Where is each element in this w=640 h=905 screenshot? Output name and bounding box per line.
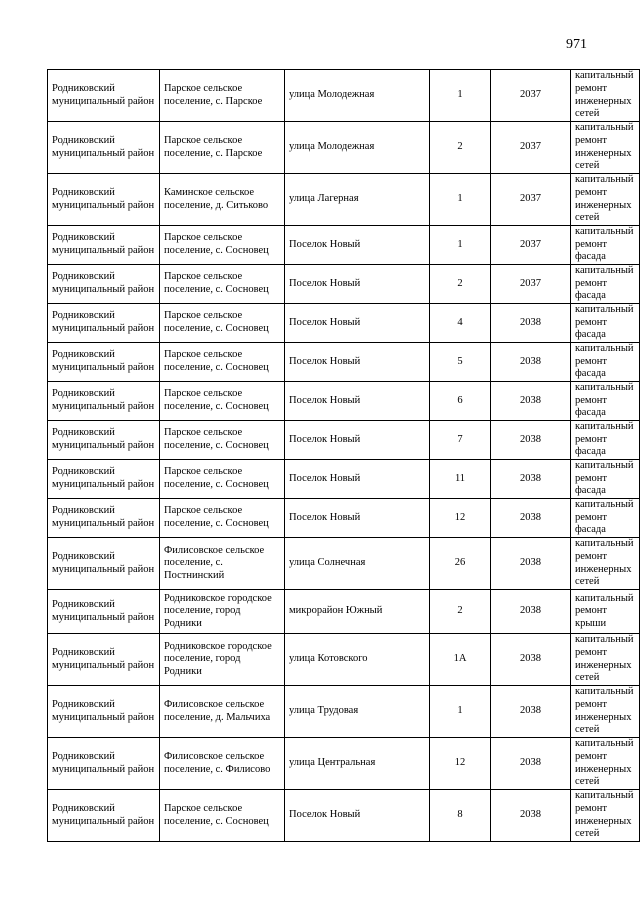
work-type-cell	[571, 343, 640, 382]
house-number-cell-text: 12	[454, 757, 466, 769]
year-cell-text: 2038	[520, 355, 541, 367]
work-type-cell	[571, 265, 640, 304]
district-cell	[48, 538, 160, 590]
district-cell-text: Родниковский муниципальный район	[52, 550, 155, 575]
street-cell	[285, 538, 430, 590]
work-type-cell-text: капитальный ремонт инженерных сетей	[575, 790, 634, 840]
year-cell-text: 2037	[520, 193, 541, 205]
table-row	[48, 499, 640, 538]
settlement-cell-text: Родниковское городское поселение, город Родники	[164, 640, 272, 677]
house-number-cell-text: 1А	[453, 653, 467, 665]
settlement-cell	[160, 304, 285, 343]
settlement-cell-text: Парское сельское поселение, с. Сосновец	[164, 232, 269, 256]
street-cell-text: Поселок Новый	[289, 355, 361, 367]
work-type-cell	[571, 738, 640, 790]
work-type-cell-text: капитальный ремонт инженерных сетей	[575, 70, 634, 120]
settlement-cell	[160, 634, 285, 686]
year-cell-text: 2037	[520, 141, 541, 153]
settlement-cell-text: Парское сельское поселение, с. Сосновец	[164, 349, 269, 373]
settlement-cell-text: Парское сельское поселение, с. Сосновец	[164, 505, 269, 529]
street-cell	[285, 304, 430, 343]
street-cell	[285, 686, 430, 738]
work-type-cell-text: капитальный ремонт фасада	[575, 265, 634, 302]
district-cell-text: Родниковский муниципальный район	[52, 134, 155, 159]
table-row	[48, 634, 640, 686]
house-number-cell-text: 11	[454, 472, 466, 484]
district-cell-text: Родниковский муниципальный район	[52, 310, 155, 334]
district-cell-text: Родниковский муниципальный район	[52, 271, 155, 295]
work-type-cell-text: капитальный ремонт фасада	[575, 421, 634, 458]
work-type-cell	[571, 499, 640, 538]
table-row	[48, 686, 640, 738]
work-type-cell-text: капитальный ремонт инженерных сетей	[575, 686, 634, 736]
street-cell-text: улица Лагерная	[289, 193, 359, 205]
house-number-cell	[430, 226, 491, 265]
year-cell	[491, 265, 571, 304]
year-cell	[491, 590, 571, 634]
street-cell-text: Поселок Новый	[289, 433, 361, 445]
house-number-cell-text: 6	[457, 394, 463, 406]
year-cell	[491, 538, 571, 590]
house-number-cell	[430, 265, 491, 304]
street-cell	[285, 382, 430, 421]
year-cell	[491, 738, 571, 790]
work-type-cell	[571, 70, 640, 122]
district-cell	[48, 304, 160, 343]
district-cell	[48, 343, 160, 382]
settlement-cell	[160, 343, 285, 382]
district-cell	[48, 174, 160, 226]
work-type-cell-text: капитальный ремонт фасада	[575, 226, 634, 263]
house-number-cell	[430, 634, 491, 686]
district-cell-text: Родниковский муниципальный район	[52, 802, 155, 827]
settlement-cell	[160, 790, 285, 842]
district-cell	[48, 686, 160, 738]
work-type-cell	[571, 304, 640, 343]
street-cell-text: Поселок Новый	[289, 277, 361, 289]
settlement-cell-text: Парское сельское поселение, с. Сосновец	[164, 466, 269, 490]
street-cell-text: Поселок Новый	[289, 238, 361, 250]
street-cell-text: микрорайон Южный	[289, 605, 383, 617]
house-number-cell	[430, 70, 491, 122]
street-cell	[285, 738, 430, 790]
work-type-cell-text: капитальный ремонт крыши	[575, 592, 634, 629]
street-cell-text: Поселок Новый	[289, 511, 361, 523]
year-cell-text: 2038	[520, 316, 541, 328]
work-type-cell-text: капитальный ремонт инженерных сетей	[575, 634, 634, 684]
district-cell-text: Родниковский муниципальный район	[52, 427, 155, 451]
table-row	[48, 304, 640, 343]
district-cell-text: Родниковский муниципальный район	[52, 82, 155, 107]
table-row	[48, 590, 640, 634]
district-cell	[48, 70, 160, 122]
registry-table	[47, 69, 640, 842]
year-cell-text: 2038	[520, 433, 541, 445]
settlement-cell	[160, 738, 285, 790]
street-cell	[285, 174, 430, 226]
district-cell	[48, 122, 160, 174]
house-number-cell	[430, 590, 491, 634]
table-row	[48, 265, 640, 304]
house-number-cell	[430, 738, 491, 790]
settlement-cell	[160, 686, 285, 738]
table-row	[48, 382, 640, 421]
district-cell-text: Родниковский муниципальный район	[52, 232, 155, 256]
house-number-cell	[430, 686, 491, 738]
work-type-cell	[571, 226, 640, 265]
settlement-cell	[160, 265, 285, 304]
house-number-cell-text: 2	[457, 141, 463, 153]
settlement-cell-text: Парское сельское поселение, с. Сосновец	[164, 271, 269, 295]
district-cell-text: Родниковский муниципальный район	[52, 505, 155, 529]
street-cell	[285, 590, 430, 634]
district-cell	[48, 738, 160, 790]
settlement-cell-text: Родниковское городское поселение, город Родники	[164, 592, 272, 629]
work-type-cell	[571, 460, 640, 499]
table-row	[48, 174, 640, 226]
house-number-cell-text: 4	[457, 316, 463, 328]
table-row	[48, 790, 640, 842]
year-cell-text: 2038	[520, 653, 541, 665]
work-type-cell	[571, 634, 640, 686]
table-row	[48, 70, 640, 122]
district-cell	[48, 634, 160, 686]
table-row	[48, 460, 640, 499]
district-cell-text: Родниковский муниципальный район	[52, 646, 155, 671]
street-cell-text: улица Молодежная	[289, 89, 375, 101]
work-type-cell-text: капитальный ремонт фасада	[575, 304, 634, 341]
district-cell-text: Родниковский муниципальный район	[52, 750, 155, 775]
table-row	[48, 343, 640, 382]
settlement-cell	[160, 590, 285, 634]
house-number-cell	[430, 174, 491, 226]
street-cell-text: улица Молодежная	[289, 141, 375, 153]
district-cell-text: Родниковский муниципальный район	[52, 349, 155, 373]
house-number-cell-text: 2	[457, 277, 463, 289]
year-cell-text: 2038	[520, 557, 541, 569]
district-cell-text: Родниковский муниципальный район	[52, 598, 155, 623]
year-cell	[491, 634, 571, 686]
house-number-cell-text: 8	[457, 809, 463, 821]
district-cell-text: Родниковский муниципальный район	[52, 466, 155, 490]
street-cell	[285, 70, 430, 122]
year-cell-text: 2038	[520, 605, 541, 617]
street-cell	[285, 226, 430, 265]
street-cell-text: Поселок Новый	[289, 472, 361, 484]
settlement-cell-text: Филисовское сельское поселение, д. Мальчиха	[164, 698, 271, 723]
house-number-cell-text: 1	[457, 193, 463, 205]
table-body	[48, 70, 640, 842]
year-cell	[491, 122, 571, 174]
house-number-cell	[430, 304, 491, 343]
house-number-cell-text: 5	[457, 355, 463, 367]
work-type-cell	[571, 686, 640, 738]
house-number-cell-text: 2	[457, 605, 463, 617]
street-cell	[285, 343, 430, 382]
house-number-cell	[430, 382, 491, 421]
work-type-cell-text: капитальный ремонт инженерных сетей	[575, 122, 634, 172]
house-number-cell-text: 1	[457, 238, 463, 250]
settlement-cell	[160, 122, 285, 174]
settlement-cell-text: Парское сельское поселение, с. Сосновец	[164, 388, 269, 412]
settlement-cell-text: Парское сельское поселение, с. Сосновец	[164, 802, 269, 827]
page-number: 971	[566, 37, 587, 52]
year-cell	[491, 304, 571, 343]
house-number-cell	[430, 538, 491, 590]
district-cell	[48, 382, 160, 421]
house-number-cell	[430, 499, 491, 538]
settlement-cell-text: Парское сельское поселение, с. Парское	[164, 82, 263, 107]
table-row	[48, 226, 640, 265]
street-cell-text: Поселок Новый	[289, 394, 361, 406]
year-cell	[491, 790, 571, 842]
house-number-cell	[430, 421, 491, 460]
settlement-cell	[160, 382, 285, 421]
work-type-cell	[571, 382, 640, 421]
year-cell-text: 2037	[520, 277, 541, 289]
street-cell	[285, 634, 430, 686]
house-number-cell-text: 12	[454, 511, 466, 523]
year-cell-text: 2038	[520, 705, 541, 717]
year-cell-text: 2038	[520, 394, 541, 406]
year-cell	[491, 226, 571, 265]
work-type-cell	[571, 421, 640, 460]
house-number-cell-text: 1	[457, 89, 463, 101]
work-type-cell	[571, 122, 640, 174]
work-type-cell	[571, 590, 640, 634]
year-cell-text: 2037	[520, 89, 541, 101]
settlement-cell	[160, 70, 285, 122]
house-number-cell-text: 26	[454, 557, 466, 569]
street-cell-text: Поселок Новый	[289, 809, 361, 821]
street-cell	[285, 122, 430, 174]
settlement-cell	[160, 174, 285, 226]
settlement-cell-text: Парское сельское поселение, с. Сосновец	[164, 310, 269, 334]
settlement-cell	[160, 460, 285, 499]
street-cell	[285, 421, 430, 460]
year-cell	[491, 174, 571, 226]
work-type-cell-text: капитальный ремонт фасада	[575, 343, 634, 380]
table-row	[48, 421, 640, 460]
year-cell	[491, 421, 571, 460]
street-cell-text: улица Солнечная	[289, 557, 366, 569]
house-number-cell	[430, 460, 491, 499]
street-cell	[285, 460, 430, 499]
settlement-cell	[160, 499, 285, 538]
street-cell	[285, 790, 430, 842]
house-number-cell	[430, 790, 491, 842]
table-row	[48, 122, 640, 174]
district-cell-text: Родниковский муниципальный район	[52, 698, 155, 723]
settlement-cell	[160, 538, 285, 590]
house-number-cell	[430, 343, 491, 382]
district-cell	[48, 590, 160, 634]
year-cell-text: 2037	[520, 238, 541, 250]
settlement-cell-text: Парское сельское поселение, с. Сосновец	[164, 427, 269, 451]
house-number-cell-text: 7	[457, 433, 463, 445]
street-cell-text: улица Центральная	[289, 757, 376, 769]
year-cell	[491, 343, 571, 382]
year-cell-text: 2038	[520, 472, 541, 484]
street-cell-text: улица Трудовая	[289, 705, 359, 717]
year-cell-text: 2038	[520, 757, 541, 769]
work-type-cell-text: капитальный ремонт инженерных сетей	[575, 538, 634, 588]
work-type-cell	[571, 538, 640, 590]
district-cell	[48, 790, 160, 842]
district-cell	[48, 499, 160, 538]
district-cell	[48, 421, 160, 460]
work-type-cell	[571, 174, 640, 226]
street-cell-text: улица Котовского	[289, 653, 368, 665]
district-cell	[48, 460, 160, 499]
year-cell-text: 2038	[520, 809, 541, 821]
work-type-cell-text: капитальный ремонт фасада	[575, 460, 634, 497]
street-cell	[285, 499, 430, 538]
work-type-cell-text: капитальный ремонт фасада	[575, 499, 634, 536]
house-number-cell	[430, 122, 491, 174]
settlement-cell-text: Филисовское сельское поселение, с. Постнинский	[164, 544, 265, 581]
district-cell-text: Родниковский муниципальный район	[52, 388, 155, 412]
table-row	[48, 538, 640, 590]
settlement-cell	[160, 421, 285, 460]
year-cell	[491, 499, 571, 538]
district-cell	[48, 226, 160, 265]
work-type-cell	[571, 790, 640, 842]
year-cell	[491, 686, 571, 738]
year-cell	[491, 460, 571, 499]
street-cell-text: Поселок Новый	[289, 316, 361, 328]
house-number-cell-text: 1	[457, 705, 463, 717]
work-type-cell-text: капитальный ремонт инженерных сетей	[575, 174, 634, 224]
district-cell	[48, 265, 160, 304]
year-cell	[491, 382, 571, 421]
work-type-cell-text: капитальный ремонт фасада	[575, 382, 634, 419]
street-cell	[285, 265, 430, 304]
table-row	[48, 738, 640, 790]
settlement-cell	[160, 226, 285, 265]
work-type-cell-text: капитальный ремонт инженерных сетей	[575, 738, 634, 788]
year-cell	[491, 70, 571, 122]
settlement-cell-text: Парское сельское поселение, с. Парское	[164, 134, 263, 159]
year-cell-text: 2038	[520, 511, 541, 523]
settlement-cell-text: Филисовское сельское поселение, с. Филисово	[164, 750, 271, 775]
settlement-cell-text: Каминское сельское поселение, д. Ситьково	[164, 186, 269, 211]
district-cell-text: Родниковский муниципальный район	[52, 186, 155, 211]
